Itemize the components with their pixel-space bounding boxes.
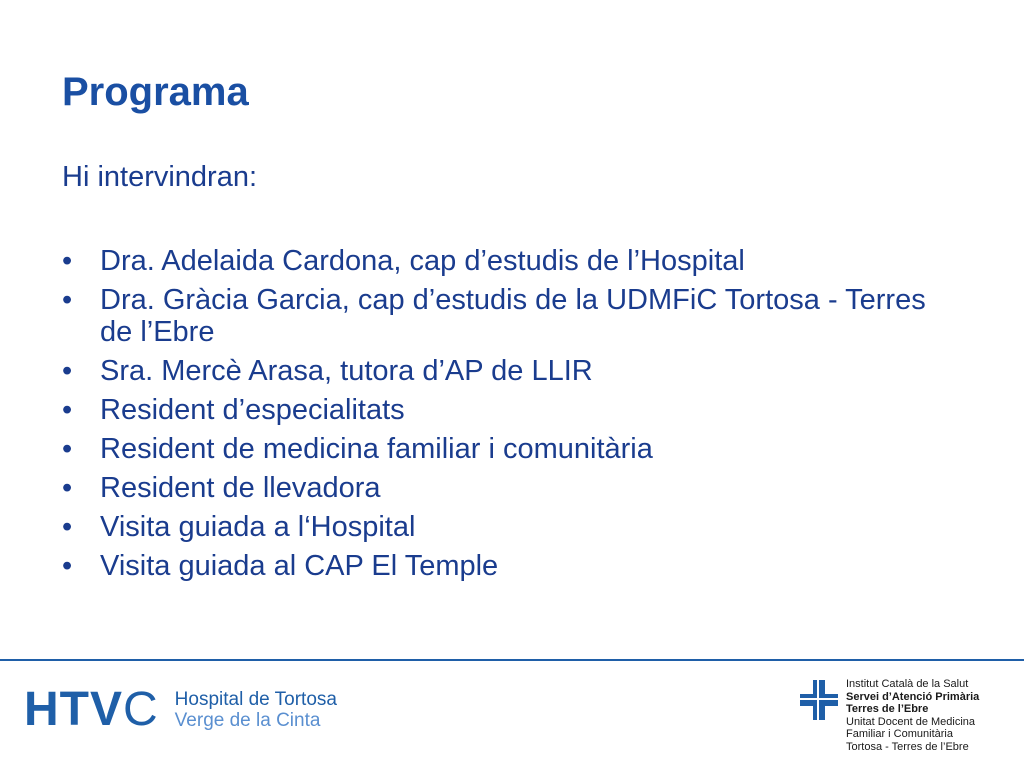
htvc-thin: C bbox=[123, 683, 159, 736]
ics-institute: Institut Català de la Salut bbox=[846, 678, 969, 690]
ics-logo bbox=[800, 678, 979, 754]
ics-unit-2: Familiar i Comunitària bbox=[846, 728, 953, 741]
list-item bbox=[62, 433, 962, 465]
list-item bbox=[62, 511, 962, 543]
hospital-logo bbox=[24, 683, 337, 736]
htvc-logo-mark bbox=[24, 683, 159, 736]
bullet-text: Sra. Mercè Arasa, tutora d’AP de LLIR bbox=[100, 355, 593, 387]
ics-cross-icon bbox=[800, 680, 838, 720]
list-item bbox=[62, 245, 962, 277]
bullet-text: Dra. Gràcia Garcia, cap d’estudis de la UDMFiC Tortosa - Terres de l’Ebre bbox=[100, 284, 926, 348]
bullet-text: Dra. Adelaida Cardona, cap d’estudis de l’Hospital bbox=[100, 245, 745, 277]
bullet-text: Resident de medicina familiar i comunitària bbox=[100, 433, 653, 465]
ics-text-block bbox=[846, 678, 979, 754]
ics-region: Terres de l’Ebre bbox=[846, 703, 929, 716]
bullet-marker: • bbox=[62, 472, 73, 504]
footer-divider bbox=[0, 659, 1024, 661]
list-item bbox=[62, 472, 962, 504]
list-item bbox=[62, 394, 962, 426]
intro-text: Hi intervindran: bbox=[62, 161, 258, 193]
bullet-marker: • bbox=[62, 394, 73, 426]
ics-service: Servei d’Atenció Primària bbox=[846, 690, 980, 703]
bullet-text: Resident d’especialitats bbox=[100, 394, 405, 426]
list-item bbox=[62, 550, 962, 582]
bullet-text: Visita guiada a l‘Hospital bbox=[100, 511, 416, 543]
bullet-marker: • bbox=[62, 245, 73, 277]
hospital-subtitle: Verge de la Cinta bbox=[174, 710, 321, 731]
hospital-name-block bbox=[175, 689, 337, 731]
slide-title: Programa bbox=[62, 70, 249, 114]
hospital-name: Hospital de Tortosa bbox=[174, 689, 337, 710]
ics-unit: Unitat Docent de Medicina bbox=[846, 715, 976, 728]
list-item bbox=[62, 355, 962, 387]
htvc-bold: HTV bbox=[24, 683, 123, 736]
bullet-marker: • bbox=[62, 355, 73, 387]
list-item bbox=[62, 284, 962, 348]
bullet-marker: • bbox=[62, 550, 73, 582]
bullet-marker: • bbox=[62, 433, 73, 465]
bullet-list bbox=[62, 245, 962, 589]
bullet-text: Visita guiada al CAP El Temple bbox=[100, 550, 499, 582]
bullet-marker: • bbox=[62, 511, 73, 543]
bullet-text: Resident de llevadora bbox=[100, 472, 381, 504]
bullet-marker: • bbox=[62, 284, 73, 316]
ics-unit-3: Tortosa - Terres de l’Ebre bbox=[846, 740, 969, 753]
